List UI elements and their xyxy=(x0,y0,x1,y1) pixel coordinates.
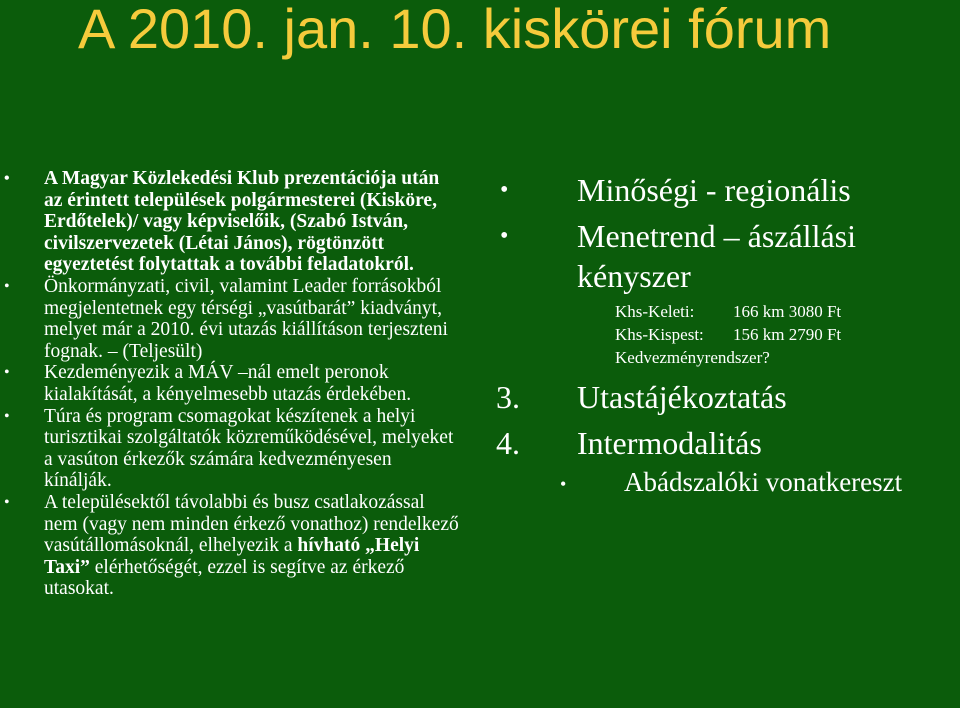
right-bullet-1-text: Minőségi - regionális xyxy=(577,172,851,208)
right-sub-bullet xyxy=(482,465,960,499)
left-bullet-5 xyxy=(0,492,462,600)
right-item-4 xyxy=(482,423,960,463)
left-bullet-1-text: A Magyar Közlekedési Klub prezentációja után az érintett települések polgármesterei (Kisköre, Erdőtelek)/ vagy képviselőik, (Szabó István, civilszervezetek (Létai János), rögtönzött egyeztetést folytattak a további feladatokról. xyxy=(44,168,440,276)
left-bullet-5-text-b: elérhetőségét, ezzel is segítve az érkező utasokat. xyxy=(44,556,405,600)
detail-value: 156 km 2790 Ft xyxy=(733,325,842,344)
detail-label: Khs-Keleti: xyxy=(615,302,695,321)
left-bullet-5-text-a: A településektől távolabbi és busz csatlakozással nem (vagy nem minden érkező vonathoz) rendelkező vasútállomásoknál, elhelyezik a xyxy=(44,491,459,557)
detail-label: Khs-Kispest: xyxy=(615,325,704,344)
detail-row xyxy=(482,323,960,346)
left-bullet-3 xyxy=(0,362,462,405)
right-sub-bullet-text: Abádszalóki vonatkereszt xyxy=(624,467,903,497)
right-bullet-2 xyxy=(482,216,960,296)
detail-row xyxy=(482,300,960,323)
item-number: 4. xyxy=(496,425,520,461)
bullet-dot-icon: • xyxy=(4,364,10,382)
slide-title: A 2010. jan. 10. kiskörei fórum xyxy=(78,0,832,60)
right-item-3-text: Utastájékoztatás xyxy=(577,379,787,415)
left-bullet-4-text: Túra és program csomagokat készítenek a helyi turisztikai szolgáltatók közreműködésével, melyeket a vasúton érkezők számára kedvezményesen kínálják. xyxy=(44,405,454,492)
right-item-4-text: Intermodalitás xyxy=(577,425,762,461)
bullet-dot-icon: • xyxy=(560,474,567,494)
discount-text: Kedvezményrendszer? xyxy=(615,348,770,367)
right-bullet-list xyxy=(482,168,960,499)
bullet-dot-icon: • xyxy=(4,170,10,187)
left-bullet-list xyxy=(0,168,462,600)
detail-value: 166 km 3080 Ft xyxy=(733,302,842,321)
bullet-dot-icon: • xyxy=(4,277,10,295)
left-bullet-3-text: Kezdeményezik a MÁV –nál emelt peronok kialakítását, a kényelmesebb utazás érdekében. xyxy=(44,362,412,405)
bullet-dot-icon: • xyxy=(4,493,10,511)
bullet-dot-icon: • xyxy=(500,177,509,203)
right-bullet-1 xyxy=(482,170,960,210)
left-bullet-1 xyxy=(0,168,462,276)
bullet-dot-icon: • xyxy=(500,223,509,249)
right-bullet-2-line1: Menetrend – ászállási xyxy=(577,218,856,254)
left-bullet-4 xyxy=(0,406,462,492)
left-bullet-2-text: Önkormányzati, civil, valamint Leader forrásokból megjelentetnek egy térségi „vasútbarát” kiadványt, melyet már a 2010. évi utazás kiállításon terjeszteni fognak. – (Teljesült) xyxy=(44,275,448,362)
right-bullet-2-line2: kényszer xyxy=(577,258,691,294)
left-bullet-5-text-bold: hívható „Helyi Taxi” xyxy=(44,535,420,578)
item-number: 3. xyxy=(496,379,520,415)
left-bullet-2 xyxy=(0,276,462,362)
bullet-dot-icon: • xyxy=(4,407,10,425)
right-item-3 xyxy=(482,377,960,417)
